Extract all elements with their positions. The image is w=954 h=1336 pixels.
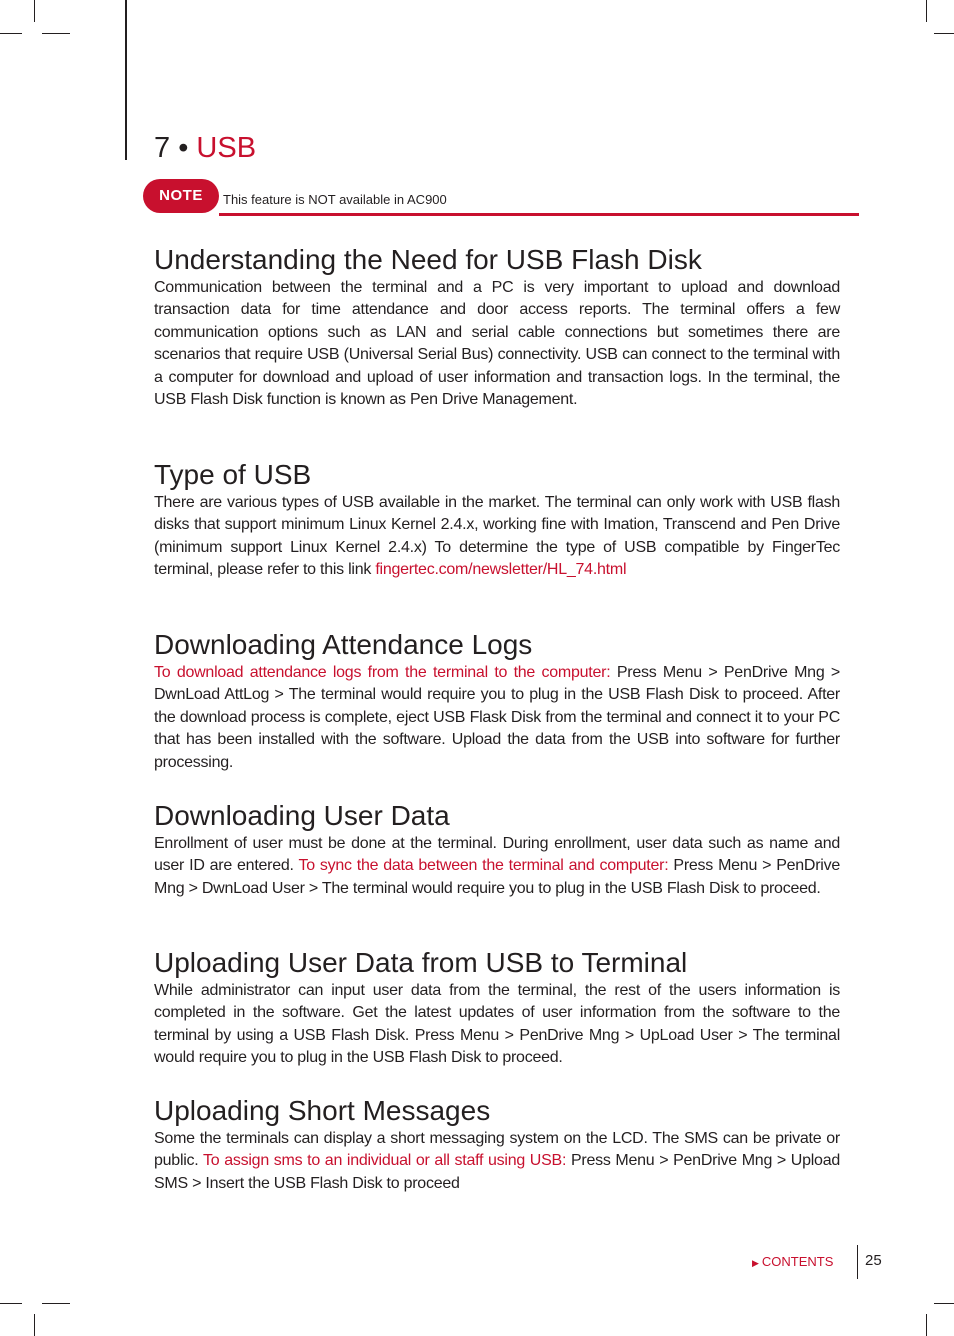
crop-mark (934, 1303, 954, 1304)
crop-mark (34, 1314, 35, 1336)
crop-mark (42, 1303, 70, 1304)
instruction-highlight: To assign sms to an individual or all staff using USB: (203, 1152, 567, 1170)
section-body: Communication between the terminal and a PC is very important to upload and download transaction data for time attendance and door access reports. The terminal offers a few communication options such as LAN and serial cable connections but sometimes there are scenarios that require USB (Universal Serial Bus) connectivity. USB can connect to the terminal with a computer for download and upload of user information and transaction logs. In the terminal, the USB Flash Disk function is known as Pen Drive Management. (154, 279, 840, 409)
crop-mark (34, 0, 35, 22)
crop-mark (0, 33, 22, 34)
section-text: There are various types of USB available in the market. The terminal can only work with USB flash disks that support minimum Linux Kernel 2.4.x, working fine with Imation, Transcend and Pen Drive (minimum support Linux Kernel 2.4.x) To determine the type of USB compatible by FingerTec terminal, please refer to this link (154, 494, 840, 579)
section-download-user-data (154, 799, 840, 900)
section-text: Enrollment of user must be done at the terminal. During enrollment, user data such as name and user ID are entered. (154, 835, 840, 875)
section-body: While administrator can input user data from the terminal, the rest of the users information is completed in the software. Get the latest updates of user information from the software to the terminal by using a USB Flash Disk. Press Menu > PenDrive Mng > UpLoad User > The terminal would require you to plug in the USB Flash Disk to proceed. (154, 982, 840, 1067)
instruction-highlight: To download attendance logs from the terminal to the computer: (154, 664, 611, 681)
page-number: 25 (865, 1252, 882, 1269)
instruction-highlight: To sync the data between the terminal and computer: (298, 857, 669, 875)
contents-label: CONTENTS (761, 1254, 834, 1269)
footer-divider (857, 1245, 858, 1279)
section-type-of-usb (154, 458, 840, 582)
section-heading: Understanding the Need for USB Flash Disk (154, 244, 702, 275)
section-heading: Downloading Attendance Logs (154, 629, 533, 660)
chapter-separator: • (178, 132, 189, 164)
chapter-number: 7 (154, 132, 171, 164)
triangle-right-icon: ▶ (752, 1258, 759, 1268)
section-body (154, 662, 840, 774)
section-heading: Type of USB (154, 459, 312, 490)
note-text: This feature is NOT available in AC900 (223, 192, 447, 207)
section-text: Press Menu > PenDrive Mng > Upload SMS > Insert the USB Flash Disk to proceed (154, 1152, 840, 1192)
section-text: Press Menu > PenDrive Mng > DwnLoad User > The terminal would require you to plug in the USB Flash Disk to proceed. (154, 857, 840, 897)
section-upload-short-messages (154, 1094, 840, 1195)
section-heading: Uploading Short Messages (154, 1095, 491, 1126)
crop-mark (125, 0, 127, 160)
note-divider (219, 213, 859, 216)
note-badge: NOTE (143, 179, 219, 213)
crop-mark (0, 1303, 22, 1304)
section-heading: Downloading User Data (154, 800, 450, 831)
section-body (154, 1128, 840, 1195)
crop-mark (926, 0, 927, 22)
newsletter-link[interactable]: fingertec.com/newsletter/HL_74.html (375, 561, 627, 579)
section-text: Some the terminals can display a short messaging system on the LCD. The SMS can be private or public. (154, 1130, 840, 1170)
section-download-attendance-logs (154, 628, 840, 774)
chapter-name: USB (196, 132, 257, 164)
crop-mark (926, 1314, 927, 1336)
section-body (154, 492, 840, 582)
section-need-for-usb (154, 243, 840, 411)
section-text: Press Menu > PenDrive Mng > DwnLoad AttLog > The terminal would require you to plug in the USB Flash Disk to proceed. After the download process is complete, eject USB Flask Disk from the terminal and connect it to your PC that has been installed with the software. Upload the data from the USB into software for further processing. (154, 664, 841, 771)
crop-mark (42, 33, 70, 34)
section-heading: Uploading User Data from USB to Terminal (154, 947, 688, 978)
chapter-title (154, 130, 256, 166)
contents-link[interactable] (752, 1253, 833, 1272)
section-upload-user-data (154, 946, 840, 1070)
crop-mark (934, 33, 954, 34)
section-body (154, 833, 840, 900)
